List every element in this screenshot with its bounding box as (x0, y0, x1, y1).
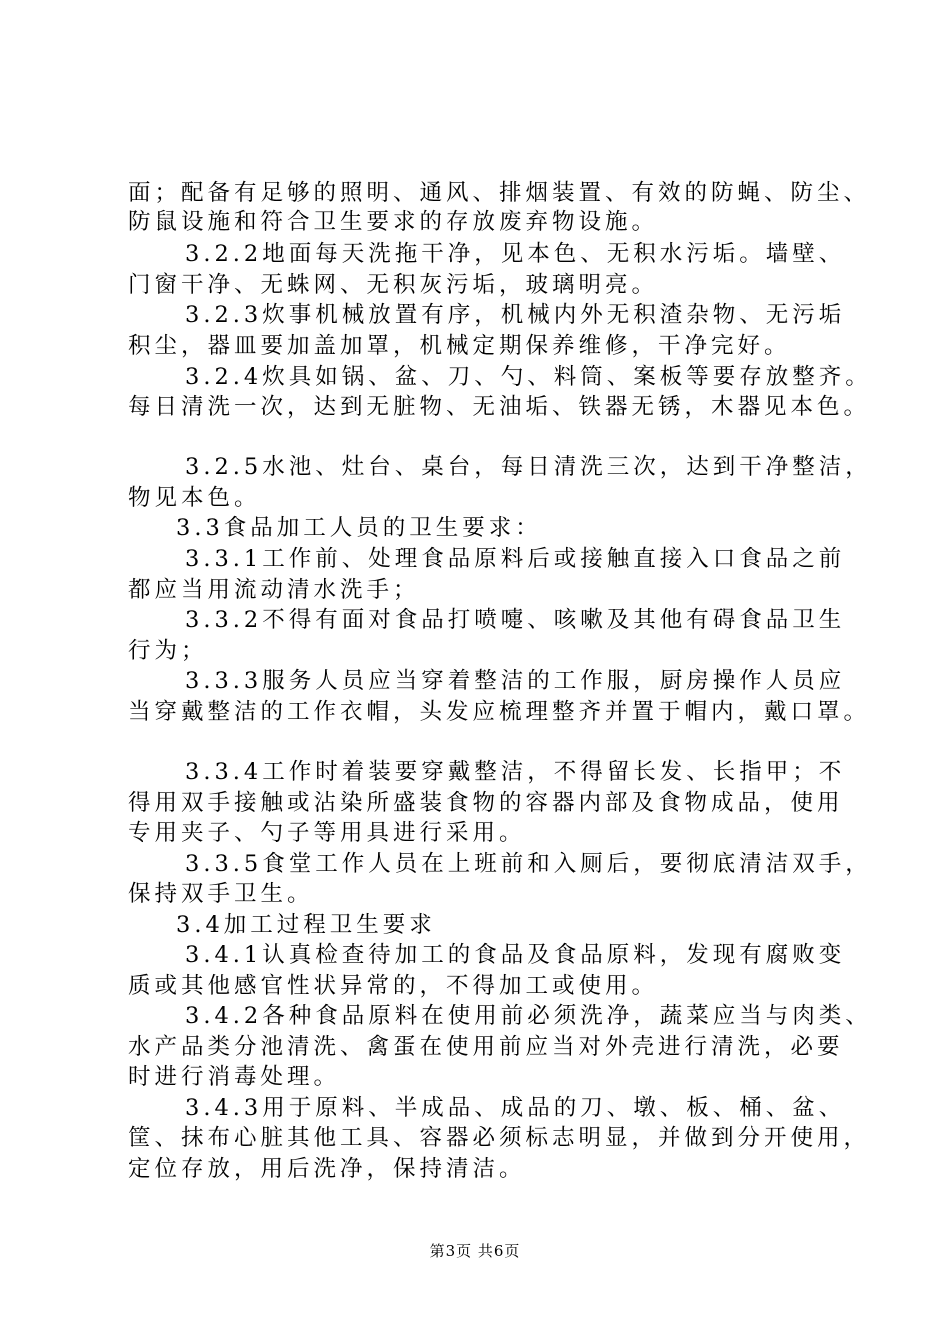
text-line: 物见本色。 (128, 485, 261, 511)
text-line: 筐、抹布心脏其他工具、容器必须标志明显，并做到分开使用， (128, 1125, 871, 1151)
text-line: 3.2.3炊事机械放置有序，机械内外无积渣杂物、无污垢 (185, 302, 846, 328)
text-line: 3.3.5食堂工作人员在上班前和入厕后，要彻底清洁双手， (185, 851, 872, 877)
text-line: 3.3.1工作前、处理食品原料后或接触直接入口食品之前 (185, 546, 846, 572)
text-line: 得用双手接触或沾染所盛装食物的容器内部及食物成品，使用 (128, 790, 844, 816)
text-line: 3.4.1认真检查待加工的食品及食品原料，发现有腐败变 (185, 942, 846, 968)
text-line: 都应当用流动清水洗手； (128, 577, 420, 603)
text-line: 专用夹子、勺子等用具进行采用。 (128, 820, 526, 846)
text-line: 3.2.5水池、灶台、桌台，每日清洗三次，达到干净整洁， (185, 454, 872, 480)
text-line: 行为； (128, 638, 208, 664)
section-heading: 3.3食品加工人员的卫生要求： (176, 515, 542, 541)
text-line: 3.4.2各种食品原料在使用前必须洗净，蔬菜应当与肉类、 (185, 1003, 872, 1029)
text-line: 质或其他感官性状异常的，不得加工或使用。 (128, 973, 659, 999)
text-line: 3.2.2地面每天洗拖干净，见本色、无积水污垢。墙壁、 (185, 241, 846, 267)
page-number-footer: 第3页 共6页 (429, 1242, 521, 1260)
text-line: 3.2.4炊具如锅、盆、刀、勺、料筒、案板等要存放整齐。 (185, 364, 872, 390)
text-line: 时进行消毒处理。 (128, 1064, 341, 1090)
text-line: 门窗干净、无蛛网、无积灰污垢，玻璃明亮。 (128, 272, 659, 298)
text-line: 3.3.4工作时着装要穿戴整洁，不得留长发、长指甲；不 (185, 759, 846, 785)
text-line: 3.4.3用于原料、半成品、成品的刀、墩、板、桶、盆、 (185, 1095, 846, 1121)
text-line: 当穿戴整洁的工作衣帽，头发应梳理整齐并置于帽内，戴口罩。 (128, 699, 871, 725)
text-line: 防鼠设施和符合卫生要求的存放废弃物设施。 (128, 209, 659, 235)
text-line: 3.3.3服务人员应当穿着整洁的工作服，厨房操作人员应 (185, 668, 846, 694)
section-heading: 3.4加工过程卫生要求 (176, 912, 436, 938)
text-line: 每日清洗一次，达到无脏物、无油垢、铁器无锈，木器见本色。 (128, 394, 871, 420)
text-line: 定位存放，用后洗净，保持清洁。 (128, 1156, 526, 1182)
text-line: 水产品类分池清洗、禽蛋在使用前应当对外壳进行清洗，必要 (128, 1034, 844, 1060)
text-line: 面；配备有足够的照明、通风、排烟装置、有效的防蝇、防尘、 (128, 180, 871, 206)
text-line: 积尘，器皿要加盖加罩，机械定期保养维修，干净完好。 (128, 333, 791, 359)
text-line: 3.3.2不得有面对食品打喷嚏、咳嗽及其他有碍食品卫生 (185, 607, 846, 633)
text-line: 保持双手卫生。 (128, 881, 314, 907)
